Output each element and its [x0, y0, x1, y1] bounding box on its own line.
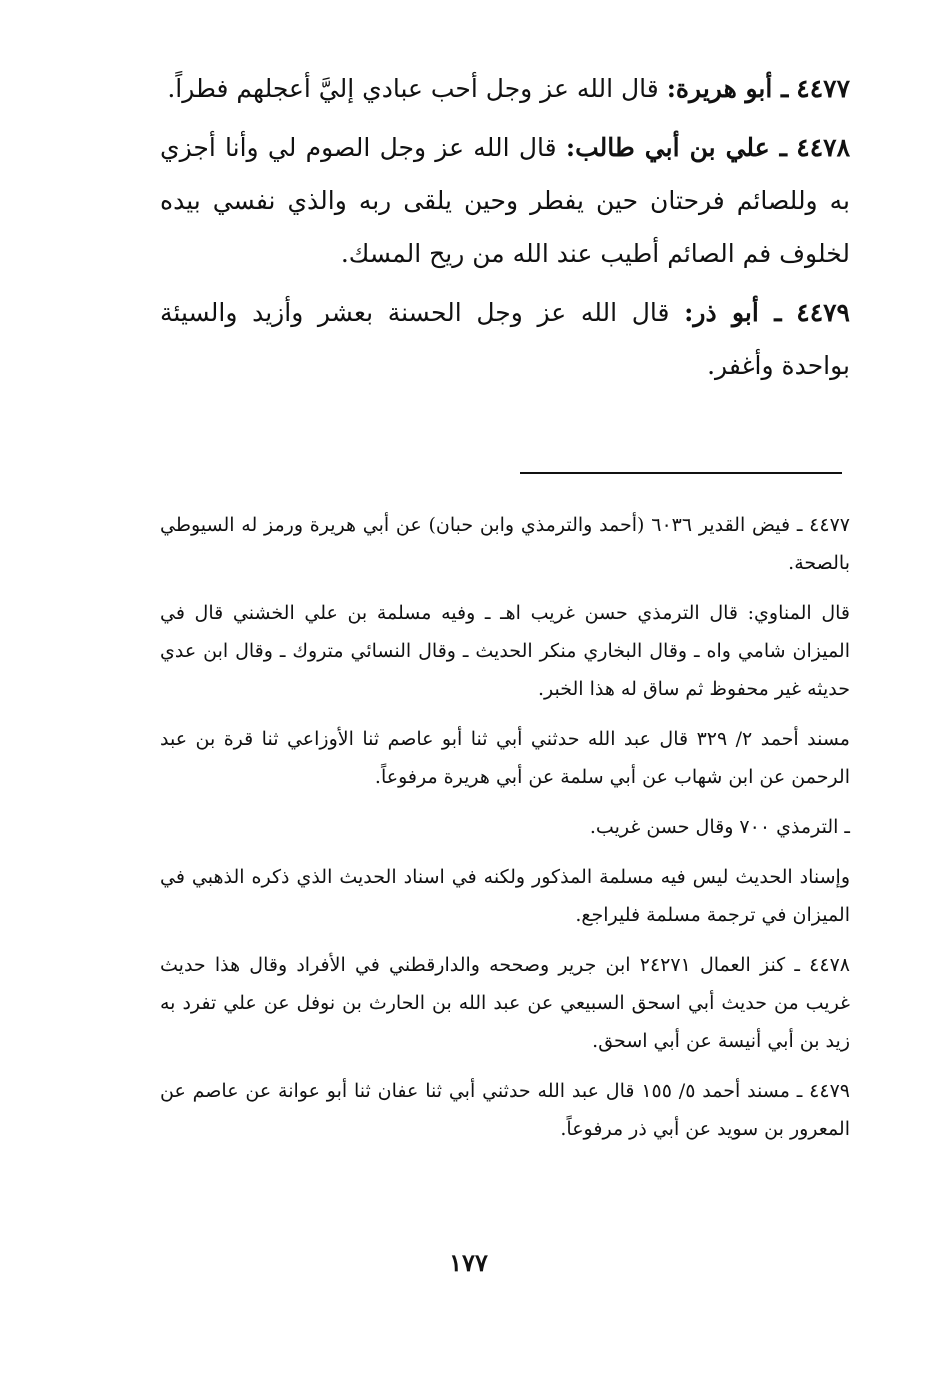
footnote: ٤٤٧٧ ـ فيض القدير ٦٠٣٦ (أحمد والترمذي وابن حبان) عن أبي هريرة ورمز له السيوطي بالصحة. — [160, 514, 850, 574]
footnote: قال المناوي: قال الترمذي حسن غريب اهـ ـ وفيه مسلمة بن علي الخشني قال في الميزان شامي واه ـ وقال البخاري منكر الحديث ـ وقال النسائي متروك ـ وقال ابن عدي حديثه غير محفوظ ثم ساق له هذا الخبر. — [160, 602, 850, 700]
main-text — [160, 62, 850, 398]
hadith-narrator: أبو ذر: — [684, 298, 759, 327]
hadith-entry: ٤٤٧٩ ـ أبو ذر: قال الله عز وجل الحسنة بعشر وأزيد والسيئة بواحدة وأغفر. — [160, 298, 850, 380]
hadith-narrator: أبو هريرة: — [666, 74, 773, 103]
footnote: ـ الترمذي ٧٠٠ وقال حسن غريب. — [589, 816, 850, 838]
footnote: ٤٤٧٩ ـ مسند أحمد ٥/ ١٥٥ قال عبد الله حدثني أبي ثنا عفان ثنا أبو عوانة عن عاصم عن المعرور بن سويد عن أبي ذر مرفوعاً. — [160, 1080, 850, 1140]
page-number: ١٧٧ — [449, 1248, 488, 1277]
footnote-separator — [520, 472, 842, 474]
hadith-text: قال الله عز وجل أحب عبادي إليَّ أعجلهم فطراً. — [167, 74, 659, 103]
footnote: ٤٤٧٨ ـ كنز العمال ٢٤٢٧١ ابن جرير وصححه والدارقطني في الأفراد وقال هذا حديث غريب من حديث أبي اسحق السبيعي عن عبد الله بن الحارث بن نوفل عن علي تفرد به زيد بن أبي أنيسة عن أبي اسحق. — [160, 954, 850, 1052]
hadith-number: ٤٤٧٨ — [796, 133, 850, 162]
hadith-narrator: علي بن أبي طالب: — [565, 133, 770, 162]
footnotes — [160, 506, 850, 1160]
hadith-number: ٤٤٧٧ — [796, 74, 850, 103]
hadith-entry: ٤٤٧٧ ـ أبو هريرة: قال الله عز وجل أحب عبادي إليَّ أعجلهم فطراً. — [167, 74, 850, 103]
hadith-entry: ٤٤٧٨ ـ علي بن أبي طالب: قال الله عز وجل الصوم لي وأنا أجزي به وللصائم فرحتان حين يفطر وحين يلقى ربه والذي نفسي بيده لخلوف فم الصائم أطيب عند الله من ريح المسك. — [160, 133, 850, 268]
hadith-text: قال الله عز وجل الحسنة بعشر وأزيد والسيئة بواحدة وأغفر. — [160, 298, 850, 380]
hadith-text: قال الله عز وجل الصوم لي وأنا أجزي به وللصائم فرحتان حين يفطر وحين يلقى ربه والذي نفسي بيده لخلوف فم الصائم أطيب عند الله من ريح المسك. — [160, 133, 850, 268]
hadith-number: ٤٤٧٩ — [796, 298, 850, 327]
footnote: مسند أحمد ٢/ ٣٢٩ قال عبد الله حدثني أبي ثنا أبو عاصم ثنا الأوزاعي ثنا قرة بن عبد الرحمن عن ابن شهاب عن أبي سلمة عن أبي هريرة مرفوعاً. — [160, 728, 850, 788]
footnote: وإسناد الحديث ليس فيه مسلمة المذكور ولكنه في اسناد الحديث الذي ذكره الذهبي في الميزان في ترجمة مسلمة فليراجع. — [160, 866, 850, 926]
